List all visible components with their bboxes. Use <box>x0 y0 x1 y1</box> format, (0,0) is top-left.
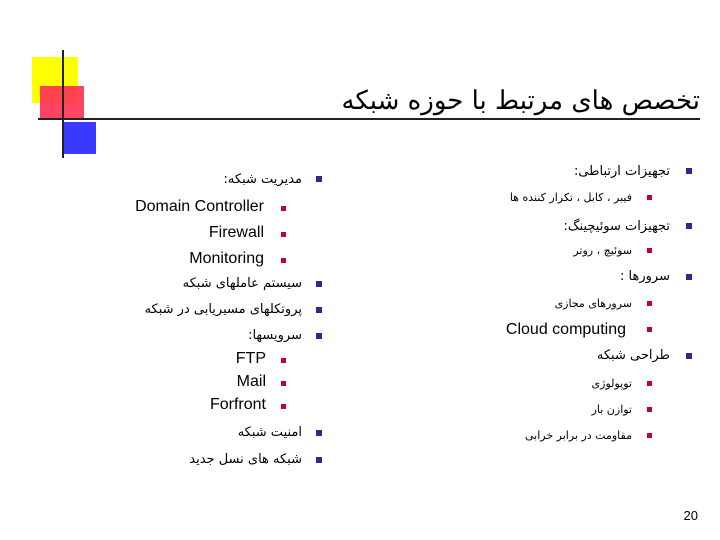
list-item: سرورهای مجازی <box>554 297 632 310</box>
list-item: مدیریت شبکه: <box>223 172 302 187</box>
bullet-icon <box>647 381 652 386</box>
bullet-icon <box>686 223 692 229</box>
bullet-icon <box>316 176 322 182</box>
list-item: FTP <box>235 350 266 367</box>
list-item: سوئیچ ، روتر <box>573 244 632 257</box>
list-item: سیستم عاملهای شبکه <box>182 276 302 291</box>
bullet-icon <box>647 195 652 200</box>
decor-vertical-line <box>62 50 64 158</box>
list-item: تجهیزات ارتباطی: <box>573 164 670 179</box>
bullet-icon <box>686 353 692 359</box>
list-item: توپولوژی <box>591 377 632 390</box>
bullet-icon <box>686 168 692 174</box>
list-item: Cloud computing <box>505 321 626 338</box>
bullet-icon <box>281 381 286 386</box>
bullet-icon <box>316 457 322 463</box>
bullet-icon <box>647 433 652 438</box>
bullet-icon <box>686 274 692 280</box>
bullet-icon <box>281 206 286 211</box>
bullet-icon <box>647 327 652 332</box>
list-item: فیبر ، کابل ، تکرار کننده ها <box>509 191 632 204</box>
list-item: توازن بار <box>591 403 632 416</box>
left-column <box>40 168 322 478</box>
list-item: مقاومت در برابر خرابی <box>525 429 632 442</box>
list-item: تجهیزات سوئیچینگ: <box>563 219 670 234</box>
title-underline <box>38 118 700 120</box>
list-item: سرویسها: <box>248 328 302 343</box>
page-number: 20 <box>683 508 698 523</box>
list-item: Mail <box>236 373 266 390</box>
list-item: طراحی شبکه <box>596 348 670 363</box>
slide-title: تخصص های مرتبط با حوزه شبکه <box>341 86 700 116</box>
bullet-icon <box>281 258 286 263</box>
bullet-icon <box>281 404 286 409</box>
bullet-icon <box>281 232 286 237</box>
list-item: Forfront <box>209 396 266 413</box>
bullet-icon <box>647 407 652 412</box>
right-column <box>380 160 692 460</box>
bullet-icon <box>281 358 286 363</box>
bullet-icon <box>316 307 322 313</box>
list-item: پروتکلهای مسیریابی در شبکه <box>144 302 302 317</box>
bullet-icon <box>316 281 322 287</box>
list-item: Firewall <box>208 224 264 241</box>
list-item: سرورها : <box>620 269 670 284</box>
list-item: امنیت شبکه <box>237 425 302 440</box>
bullet-icon <box>647 248 652 253</box>
list-item: Domain Controller <box>135 198 264 215</box>
list-item: شبکه های نسل جدید <box>189 452 302 467</box>
bullet-icon <box>316 430 322 436</box>
bullet-icon <box>647 301 652 306</box>
decor-blue-square <box>62 122 96 154</box>
bullet-icon <box>316 333 322 339</box>
list-item: Monitoring <box>189 250 264 267</box>
